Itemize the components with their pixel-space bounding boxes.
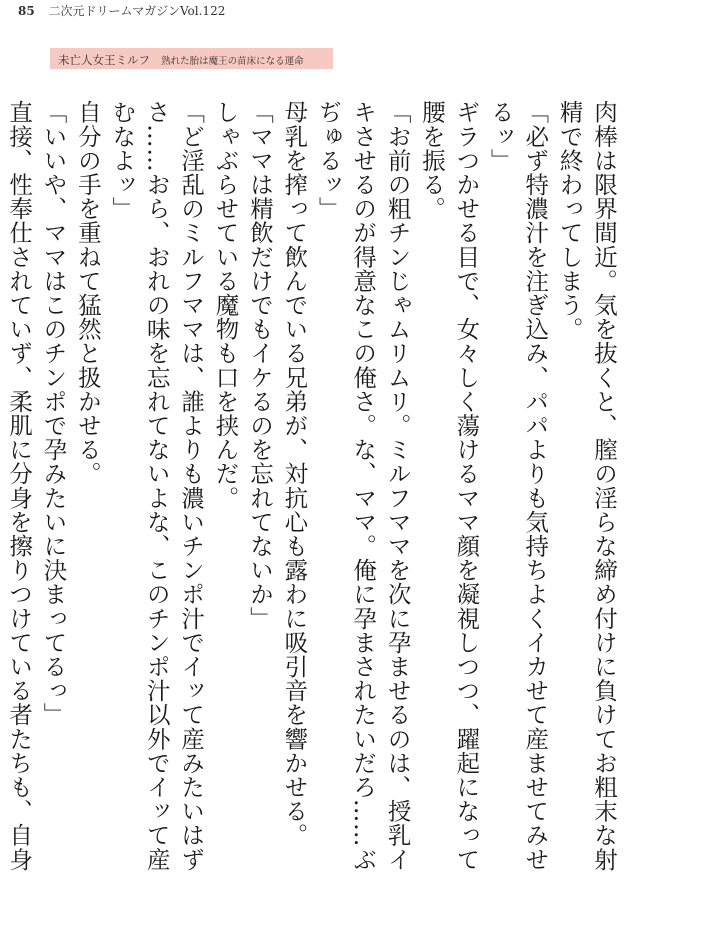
paragraph: 自分の手を重ねて猛然と扱かせる。	[73, 100, 102, 486]
paragraph: 母乳を搾って飲んでいる兄弟が、対抗心も露わに吸引音を響かせる。	[280, 100, 309, 848]
paragraph: 「必ず特濃汁を注ぎ込み、パパよりも気持ちよくイカせて産ませてみせるッ」	[486, 100, 550, 872]
story-title: 未亡人女王ミルフ	[58, 53, 150, 67]
paragraph: 「ど淫乱のミルフママは、誰よりも濃いチンポ汁でイッて産みたいはずさ……おら、おれの味を忘れてないよな、このチンポ汁以外でイッて産むなよッ」	[108, 100, 206, 872]
magazine-title: 二次元ドリームマガジンVol.122	[48, 4, 226, 18]
paragraph: 直接、性奉仕されていず、柔肌に分身を擦りつけている者たちも、自身	[5, 100, 34, 872]
page-number: 85	[18, 4, 35, 18]
paragraph: 肉棒は限界間近。気を抜くと、膣の淫らな締め付けに負けてお粗末な射精で終わってしまう。	[555, 100, 618, 872]
paragraph: ギラつかせる目で、女々しく蕩けるママ顔を凝視しつつ、躍起になって腰を振る。	[417, 100, 481, 872]
story-subtitle: 熟れた胎は魔王の苗床になる運命	[161, 56, 304, 67]
paragraph: 「いいや、ママはこのチンポで孕みたいに決まってるっ」	[39, 100, 68, 727]
body-text	[0, 100, 621, 880]
story-title-banner	[50, 48, 333, 69]
running-head	[18, 3, 225, 19]
paragraph: しゃぶらせている魔物も口を挟んだ。	[211, 100, 240, 510]
paragraph: 「ママは精飲だけでもイケるのを忘れてないか」	[245, 100, 274, 631]
paragraph: 「お前の粗チンじゃムリムリ。ミルフママを次に孕ませるのは、授乳イキさせるのが得意なこの俺さ。な、ママ。俺に孕まされたいだろ……ぶぢゅるッ」	[314, 100, 412, 872]
